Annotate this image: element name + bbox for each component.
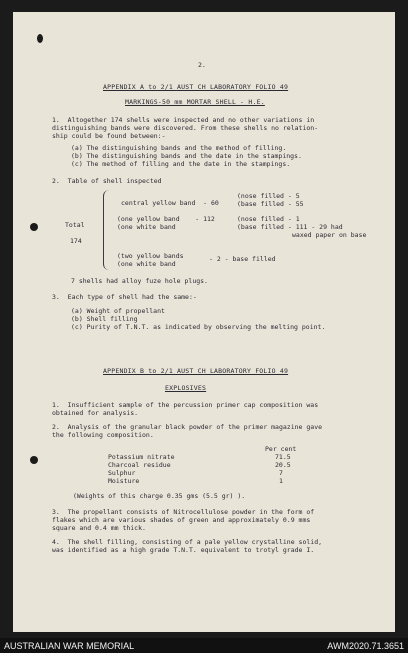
- composition-value: 7: [279, 469, 283, 477]
- group2-nose: (nose filled - 1: [237, 215, 300, 223]
- appendix-b-para1-line1: 1. Insufficient sample of the percussion primer cap composition was: [52, 401, 319, 409]
- appendix-b-para2-line1: 2. Analysis of the granular black powder of the primer magazine gave: [52, 423, 323, 431]
- appendix-a-para3: 3. Each type of shell had the same:-: [52, 293, 197, 301]
- appendix-a-para1-line2: distinguishing bands were discovered. From these shells no relation-: [52, 124, 319, 132]
- appendix-b-subheading: EXPLOSIVES: [165, 384, 207, 392]
- composition-name: Charcoal residue: [108, 461, 171, 469]
- table-brace: [103, 190, 110, 270]
- list-item: (a) The distinguishing bands and the method of filling.: [71, 144, 287, 152]
- total-label: Total: [65, 221, 85, 229]
- composition-name: Moisture: [108, 477, 140, 485]
- group1-nose: (nose filled - 5: [237, 192, 300, 200]
- appendix-a-heading: APPENDIX A to 2/1 AUST CH LABORATORY FOLIO 49: [103, 83, 289, 91]
- appendix-b-heading: APPENDIX B to 2/1 AUST CH LABORATORY FOLIO 49: [103, 367, 289, 375]
- appendix-b-para4-line1: 4. The shell filling, consisting of a pale yellow crystalline solid,: [52, 538, 323, 546]
- appendix-b-para4-line2: was identified as a high grade T.N.T. equivalent to trotyl grade I.: [52, 546, 315, 554]
- appendix-b-para2-line2: the following composition.: [52, 431, 154, 439]
- group3-value: - 2 - base filled: [209, 255, 276, 263]
- appendix-a-para1-line3: ship could be found between:-: [52, 132, 166, 140]
- group2-line2: (one white band: [117, 223, 176, 231]
- list-item: (b) The distinguishing bands and the date in the stampings.: [71, 152, 302, 160]
- group2-line1: (one yellow band - 112: [117, 215, 215, 223]
- appendix-a-subheading: MARKINGS-50 mm MORTAR SHELL - H.E.: [125, 98, 265, 106]
- weight-note: (Weights of this charge 0.35 gms (5.5 gr) ).: [73, 492, 246, 500]
- group2-note: waxed paper on base: [292, 231, 367, 239]
- punch-hole-top: [37, 34, 43, 43]
- punch-hole-bottom: [30, 456, 38, 464]
- appendix-b-para3-line1: 3. The propellant consists of Nitrocellulose powder in the form of: [52, 508, 315, 516]
- appendix-b-para3-line2: flakes which are various shades of green and approximately 0.9 mms: [52, 516, 311, 524]
- group1-base: (base filled - 55: [237, 200, 304, 208]
- appendix-b-para3-line3: square and 0.4 mm thick.: [52, 524, 146, 532]
- composition-value: 1: [279, 477, 283, 485]
- list-item: (a) Weight of propellant: [71, 307, 165, 315]
- group3-line2: (one white band: [117, 260, 176, 268]
- list-item: (b) Shell filling: [71, 315, 138, 323]
- footer-source: AUSTRALIAN WAR MEMORIAL: [4, 641, 135, 651]
- footer-accession-number: AWM2020.71.3651: [327, 641, 404, 651]
- group1-label: central yellow band - 60: [121, 199, 219, 207]
- page-number: 2.: [198, 61, 206, 69]
- punch-hole-middle: [30, 223, 38, 231]
- document-page: [13, 12, 395, 632]
- appendix-a-para2: 2. Table of shell inspected: [52, 177, 162, 185]
- composition-header: Per cent: [265, 445, 297, 453]
- fuze-note: 7 shells had alloy fuze hole plugs.: [71, 277, 208, 285]
- appendix-a-para1-line1: 1. Altogether 174 shells were inspected and no other variations in: [52, 116, 315, 124]
- group3-line1: (two yellow bands: [117, 252, 184, 260]
- group2-base: (base filled - 111 - 29 had: [237, 223, 343, 231]
- list-item: (c) The method of filling and the date in the stampings.: [71, 160, 291, 168]
- archive-footer: [0, 638, 408, 653]
- total-value: 174: [70, 237, 82, 245]
- composition-name: Potassium nitrate: [108, 453, 175, 461]
- composition-name: Sulphur: [108, 469, 136, 477]
- appendix-b-para1-line2: obtained for analysis.: [52, 409, 139, 417]
- composition-value: 20.5: [275, 461, 291, 469]
- list-item: (c) Purity of T.N.T. as indicated by observing the melting point.: [71, 323, 326, 331]
- composition-value: 71.5: [275, 453, 291, 461]
